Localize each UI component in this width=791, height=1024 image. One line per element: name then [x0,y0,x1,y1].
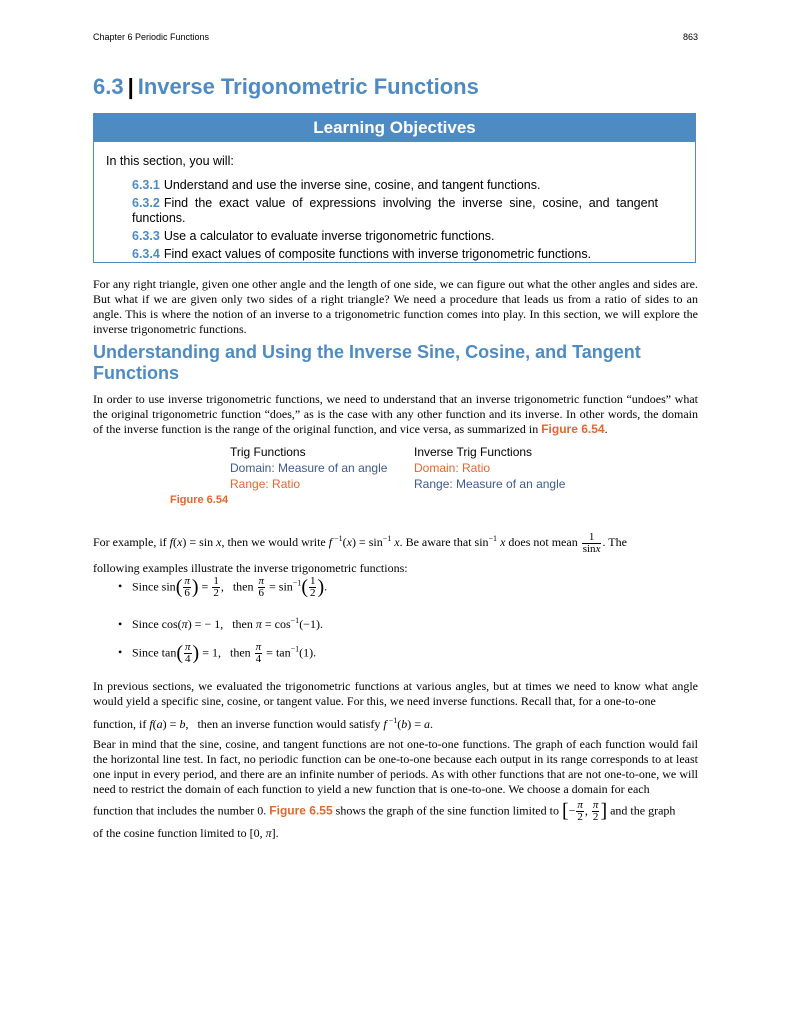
learning-objectives-heading: Learning Objectives [94,114,695,142]
bullet-dot: • [118,617,123,631]
bullet-dot: • [118,579,123,594]
figure-cell: Domain: Ratio [414,461,491,475]
example-bullet-tangent: • Since tan( $\frac{\pi}{4}$ ) = 1, then $\frac{\pi}{4}$ = $\tan^{-1}(1)$. [118,641,317,665]
text-fragment: following examples illustrate the inverse trigonometric functions: [93,561,408,575]
running-header-chapter: Chapter 6 Periodic Functions [93,32,210,42]
objective-text: Find exact values of composite functions with inverse trigonometric functions. [163,247,592,261]
figure-reference-link[interactable]: Figure 6.55 [269,803,333,818]
paragraph-example: For example, if f(x) = sin x, then we would write f $^{-1}(x) = \sin^{-1} x$. Be aware that $\sin^{-1} x$ does not mean $\frac{1}{\sin x}$ . The following examples illustrate the inverse trigonometric functions: [93,530,627,575]
text-fragment: The [608,535,627,549]
objective-item [132,247,658,262]
section-title [93,74,479,100]
text-fragment: shows the graph of the sine function limited to [332,803,562,818]
subsection-heading: Understanding and Using the Inverse Sine, Cosine, and Tangent Functions [93,342,641,383]
objective-text: Use a calculator to evaluate inverse trigonometric functions. [163,229,495,243]
text-fragment: then [229,645,251,660]
text-fragment: Be aware that [405,535,475,549]
figure-reference-link[interactable]: Figure 6.54 [541,422,605,436]
section-title-text: Inverse Trigonometric Functions [137,74,479,99]
text-fragment: does not mean [508,535,581,549]
fraction: $\frac{1}{\sin x}$ [582,530,601,555]
figure-cell: Trig Functions [230,445,306,459]
text-fragment: function, if [93,717,150,731]
text-fragment: Since [132,617,159,631]
section-number: 6.3 [93,74,124,99]
objective-text: Find the exact value of expressions involving the inverse sine, cosine, and tangent functions. [132,196,658,225]
learning-objectives-box [93,113,696,263]
text-fragment: For example, if [93,535,170,549]
figure-row [230,476,565,492]
objective-number: 6.3.4 [132,247,160,261]
paragraph-inverse-definition [93,392,698,437]
figure-caption: Figure 6.54 [170,494,229,506]
text-fragment: Since [132,645,159,660]
objective-item [132,196,658,226]
objective-number: 6.3.3 [132,229,160,243]
text-fragment: function that includes the number 0. [93,803,270,818]
text-fragment: and the graph [607,803,676,818]
objective-number: 6.3.2 [132,196,160,210]
figure-cell: Range: Measure of an angle [414,477,566,491]
text-fragment: then [232,617,253,631]
objective-item [132,229,658,244]
intro-paragraph: For any right triangle, given one other angle and the length of one side, we can figure out what the other angles and sides are. But what if we are given only two sides of a right triangle? We need a procedure that leads us from a ratio of sides to an angle. This is where the notion of an inverse to a trigonometric function comes into play. In this section, we will explore the inverse trigonometric functions. [93,277,698,336]
title-separator: | [127,74,134,99]
text-fragment: of the cosine function limited to [93,826,250,840]
figure-row [230,444,565,460]
learning-objectives-intro: In this section, you will: [106,154,234,168]
figure-cell: Range: Ratio [230,477,301,491]
bullet-dot: • [118,645,123,660]
paragraph-one-to-one: Bear in mind that the sine, cosine, and tangent functions are not one-to-one functions. The graph of each function would fail the horizontal line test. In fact, no periodic function can be one-to-one because each output in its range corresponds to at least one input in every period, and there are an infinite number of periods. As with other functions that are not one-to-one, we will need to restrict the domain of each function to yield a new function that is one-to-one. We choose a domain for each function that includes the number 0. Figure 6.55 shows the graph of the sine function limited to [− $\frac{\pi}{2}$ , $\frac{\pi}{2}$ ] and the graph of the cosine function limited to [0, π]. [93,737,698,840]
figure-cell: Inverse Trig Functions [414,445,533,459]
paragraph-previous-sections: In previous sections, we evaluated the trigonometric functions at various angles, but at times we need to know what angle would yield a specific sine, cosine, or tangent value. For this, we need inverse functions. Recall that, for a one-to-one function, if f(a) = b, then an inverse function would satisfy f $^{-1}$(b) = a. [93,679,698,731]
text-fragment: then we would write [227,535,329,549]
text-fragment: then [232,579,254,594]
paragraph-text: In order to use inverse trigonometric functions, we need to understand that an inverse trigonometric function “undoes” what the original trigonometric function “does,” as is the case with any other function and its inverse. In other words, the domain of the inverse function is the range of the original function, and vice versa, as summarized in [93,392,698,436]
text-fragment: Since [132,579,159,594]
paragraph-text: In previous sections, we evaluated the trigonometric functions at various angles, but at times we need to know what angle would yield a specific sine, cosine, or tangent value. For this, we need inverse functions. Recall that, for a one-to-one [93,679,698,708]
example-bullet-cosine: • Since cos(π) = − 1, then $\pi = \cos^{-1}(-1)$. [118,616,323,631]
text-fragment: then an inverse function would satisfy [197,717,384,731]
paragraph-text: Bear in mind that the sine, cosine, and tangent functions are not one-to-one functions. The graph of each function would fail the horizontal line test. In fact, no periodic function can be one-to-one because each output in its range corresponds to at least one input in every period, and there are an infinite number of periods. As with other functions that are not one-to-one, we will need to restrict the domain of each function to yield a new function that is one-to-one. We choose a domain for each [93,737,698,796]
figure-cell: Domain: Measure of an angle [230,461,388,475]
objective-number: 6.3.1 [132,178,160,192]
page-number: 863 [682,32,698,42]
figure-6-54-table [230,444,565,492]
example-bullet-sine: • Since sin( $\frac{\pi}{6}$ ) = $\frac{1}{2}$ , then $\frac{\pi}{6}$ = $\sin^{-1}$( $\frac{1}{2}$ ). [118,575,328,599]
learning-objectives-list [132,178,658,265]
figure-row [230,460,565,476]
paragraph-end: . [604,422,608,436]
objective-text: Understand and use the inverse sine, cosine, and tangent functions. [163,178,541,192]
objective-item [132,178,658,193]
